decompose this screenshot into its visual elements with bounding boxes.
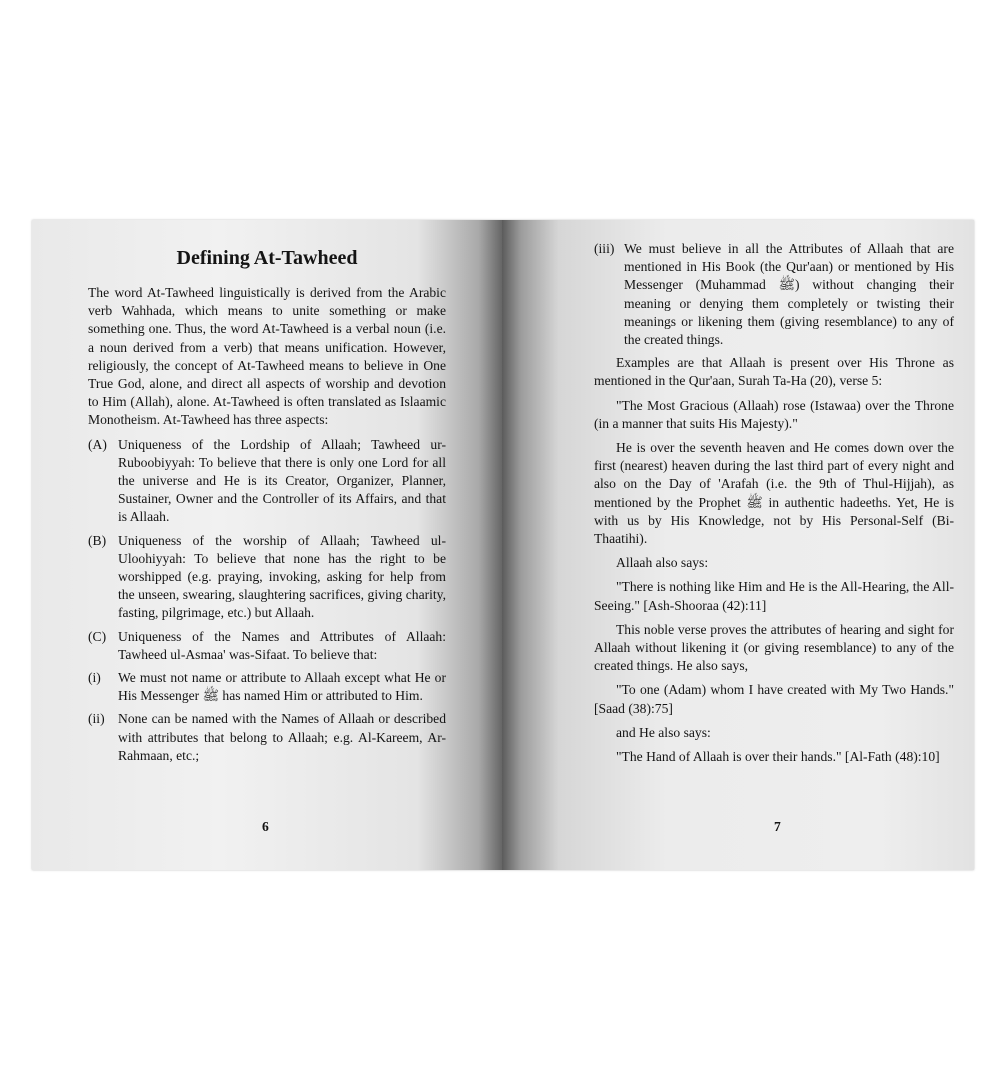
- page-title: Defining At-Tawheed: [176, 247, 358, 269]
- list-item-text: Uniqueness of the worship of Allaah; Tawheed ul-Uloohiyyah: To believe that none has the right to be worshipped (e.g. praying, invoking, asking for help from the unseen, swearing, slaughtering sacrifices, giving charity, fasting, pilgrimage, etc.) but Allaah.: [118, 532, 446, 621]
- list-marker: (C): [88, 628, 107, 644]
- list-marker: (B): [88, 532, 107, 548]
- quote-paragraph: "To one (Adam) whom I have created with My Two Hands." [Saad (38):75]: [594, 682, 954, 716]
- list-item-text: We must believe in all the Attributes of Allaah that are mentioned in His Book (the Qur'aan) or mentioned by His Messenger (Muhammad ﷺ) without changing their meaning or denying them completely or twisting their meanings or likening them (giving resemblance) to any of the created things.: [624, 241, 955, 348]
- book-spread: [32, 220, 974, 870]
- list-item-text: Uniqueness of the Lordship of Allaah; Tawheed ur-Ruboobiyyah: To believe that there is only one Lord for all the universe and He is its Creator, Organizer, Planner, Sustainer, Owner and the Controller of its Affairs, and that is Allaah.: [118, 436, 446, 525]
- list-marker: (iii): [594, 241, 615, 256]
- list-item-c: [88, 628, 446, 664]
- list-marker: (A): [88, 436, 107, 452]
- list-item-i: [88, 669, 446, 705]
- paragraph: Examples are that Allaah is present over His Throne as mentioned in the Qur'aan, Surah Ta-Ha (20), verse 5:: [594, 355, 954, 389]
- list-item-text: None can be named with the Names of Allaah or described with attributes that belong to Allaah; e.g. Al-Kareem, Ar-Rahmaan, etc.;: [118, 711, 446, 763]
- left-page-content: [88, 244, 446, 770]
- list-item-ii: [88, 710, 446, 765]
- right-page-content: [594, 240, 954, 772]
- intro-paragraph: The word At-Tawheed linguistically is derived from the Arabic verb Wahhada, which means to unite something or make something one. Thus, the word At-Tawheed is a verbal noun (i.e. a noun derived from a verb) that means unification. However, religiously, the concept of At-Tawheed means to believe in One True God, alone, and direct all aspects of worship and devotion to Him (Allah), alone. At-Tawheed is often translated as Islaamic Monotheism. At-Tawheed has three aspects:: [88, 285, 446, 428]
- list-item-text: Uniqueness of the Names and Attributes of Allaah: Tawheed ul-Asmaa' was-Sifaat. To believe that:: [118, 628, 446, 662]
- quote-paragraph: "The Hand of Allaah is over their hands." [Al-Fath (48):10]: [616, 749, 940, 765]
- right-page: [502, 220, 974, 870]
- list-item-b: [88, 532, 446, 623]
- list-item-iii: [594, 240, 954, 349]
- list-marker: (ii): [88, 711, 105, 727]
- paragraph: and He also says:: [616, 724, 711, 740]
- list-marker: (i): [88, 670, 101, 686]
- paragraph: This noble verse proves the attributes of hearing and sight for Allaah without likening it (or giving resemblance) to any of the created things. He also says,: [594, 621, 954, 674]
- page-number-right: 7: [774, 819, 781, 834]
- list-item-text: We must not name or attribute to Allaah except what He or His Messenger ﷺ has named Him or attributed to Him.: [118, 670, 446, 704]
- quote-paragraph: "The Most Gracious (Allaah) rose (Istawaa) over the Throne (in a manner that suits His Majesty).": [594, 397, 954, 431]
- quote-paragraph: "There is nothing like Him and He is the All-Hearing, the All-Seeing." [Ash-Shooraa (42):11]: [594, 579, 954, 613]
- paragraph: He is over the seventh heaven and He comes down over the first (nearest) heaven during the last third part of every night and also on the Day of 'Arafah (i.e. the 9th of Thul-Hijjah), as mentioned by the Prophet ﷺ in authentic hadeeths. Yet, He is with us by His Knowledge, not by His Personal-Self (Bi-Thaatihi).: [594, 440, 955, 547]
- list-item-a: [88, 436, 446, 527]
- left-page: [32, 220, 502, 870]
- paragraph: Allaah also says:: [616, 555, 709, 571]
- page-number-left: 6: [262, 819, 269, 834]
